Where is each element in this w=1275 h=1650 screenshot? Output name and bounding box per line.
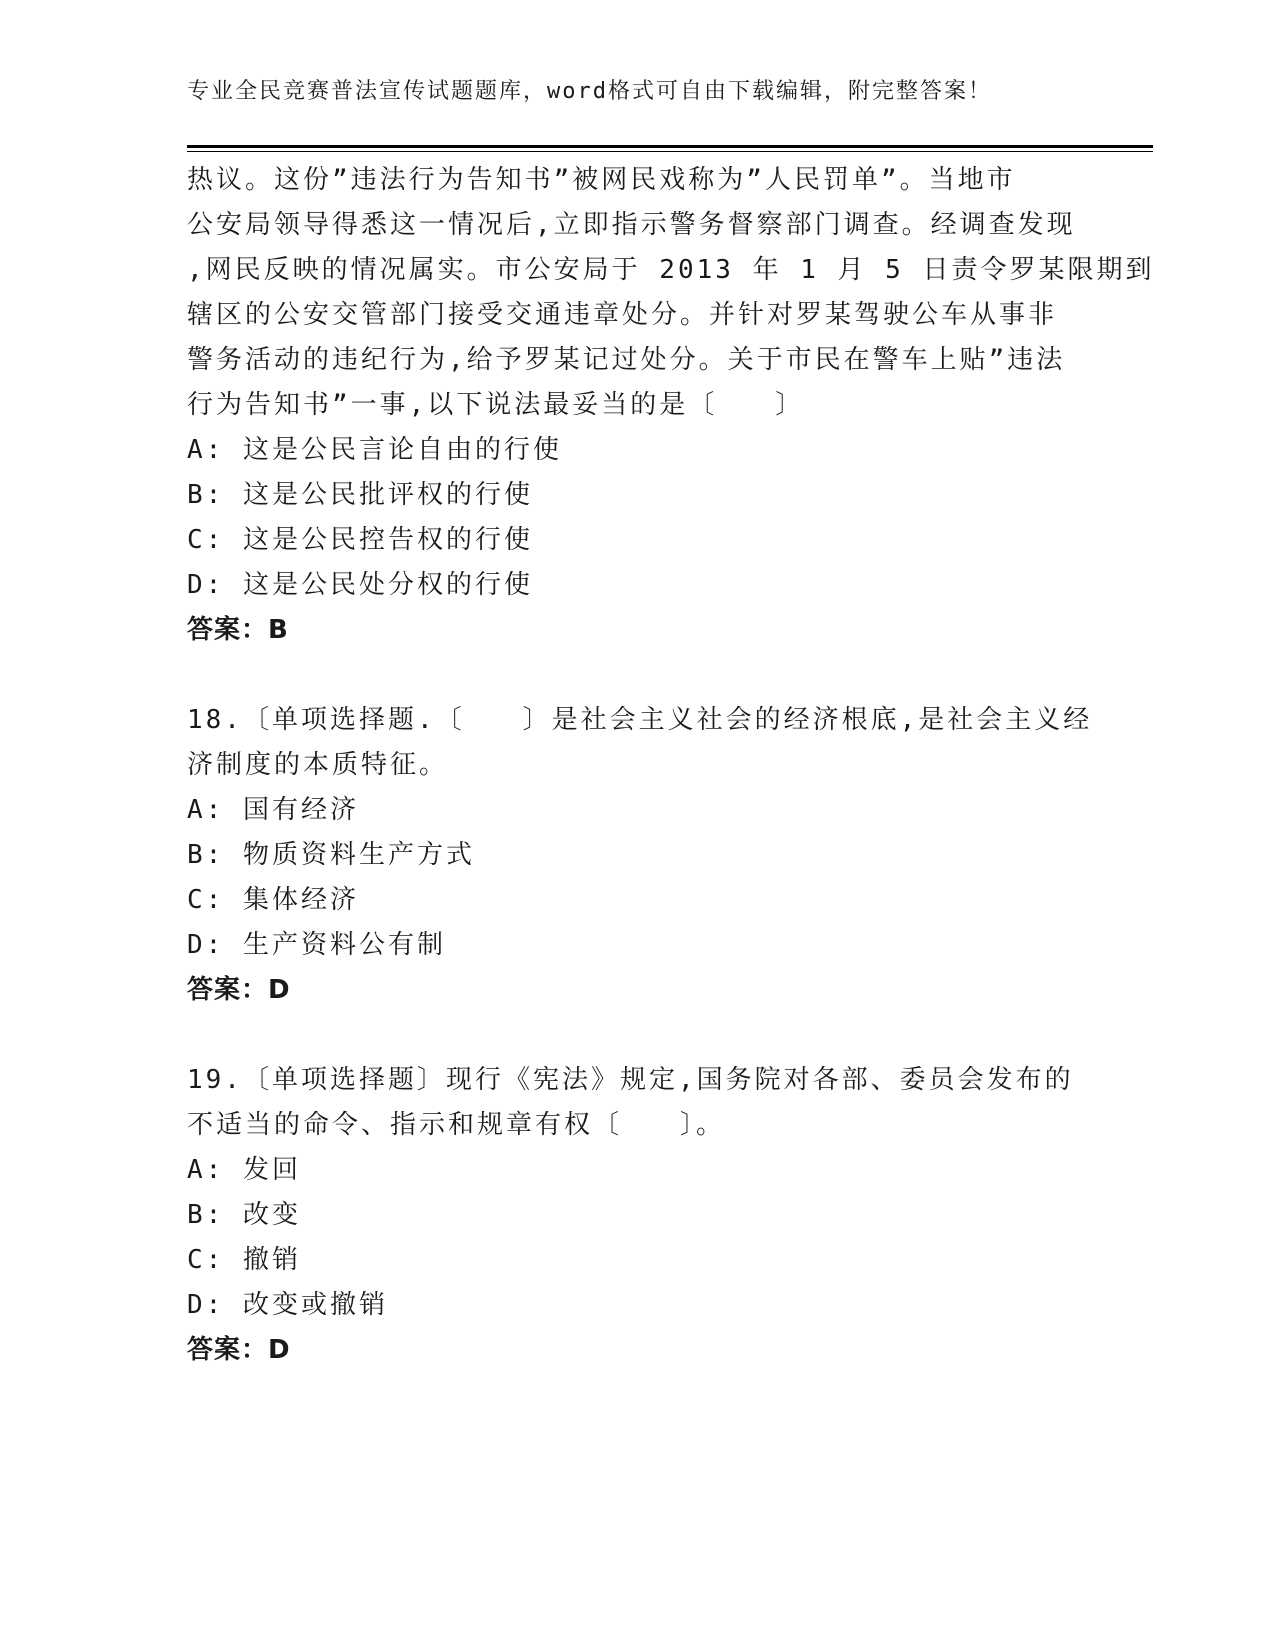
option-d: D: 改变或撤销 — [187, 1290, 388, 1320]
option-a: A: 这是公民言论自由的行使 — [187, 435, 562, 465]
option-c: C: 撤销 — [187, 1245, 301, 1275]
question-text-line: 热议。这份”违法行为告知书”被网民戏称为”人民罚单”。当地市 — [187, 165, 1016, 195]
option-d: D: 这是公民处分权的行使 — [187, 570, 533, 600]
spacer — [187, 1013, 1087, 1058]
question-text-line: 19.〔单项选择题〕现行《宪法》规定,国务院对各部、委员会发布的 — [187, 1065, 1074, 1095]
option-d: D: 生产资料公有制 — [187, 930, 446, 960]
question-18 — [187, 698, 1093, 1013]
option-b: B: 物质资料生产方式 — [187, 840, 475, 870]
option-b: B: 改变 — [187, 1200, 301, 1230]
option-c: C: 这是公民控告权的行使 — [187, 525, 533, 555]
header-rule-thin — [187, 151, 1153, 152]
question-text-line: 辖区的公安交管部门接受交通违章处分。并针对罗某驾驶公车从事非 — [187, 300, 1058, 330]
option-c: C: 集体经济 — [187, 885, 359, 915]
option-a: A: 发回 — [187, 1155, 301, 1185]
question-text-line: 不适当的命令、指示和规章有权〔 〕。 — [187, 1110, 726, 1140]
question-text-line: 警务活动的违纪行为,给予罗某记过处分。关于市民在警车上贴”违法 — [187, 345, 1066, 375]
question-text-line: 行为告知书”一事,以下说法最妥当的是〔 〕 — [187, 390, 805, 420]
question-text-line: ,网民反映的情况属实。市公安局于 2013 年 1 月 5 日责令罗某限期到 — [187, 255, 1155, 285]
question-17 — [187, 158, 1155, 653]
option-a: A: 国有经济 — [187, 795, 359, 825]
option-b: B: 这是公民批评权的行使 — [187, 480, 533, 510]
document-body — [187, 158, 1155, 1373]
spacer — [187, 653, 1087, 698]
question-text-line: 18.〔单项选择题.〔 〕是社会主义社会的经济根底,是社会主义经 — [187, 705, 1093, 735]
answer: 答案：D — [187, 1335, 291, 1365]
page-header: 专业全民竞赛普法宣传试题题库，word格式可自由下载编辑，附完整答案！ — [187, 79, 992, 104]
question-text-line: 公安局领导得悉这一情况后,立即指示警务督察部门调查。经调查发现 — [187, 210, 1076, 240]
question-19 — [187, 1058, 1087, 1373]
question-text-line: 济制度的本质特征。 — [187, 750, 449, 780]
answer: 答案：D — [187, 975, 291, 1005]
header-rule-thick — [187, 145, 1153, 148]
answer: 答案：B — [187, 615, 289, 645]
